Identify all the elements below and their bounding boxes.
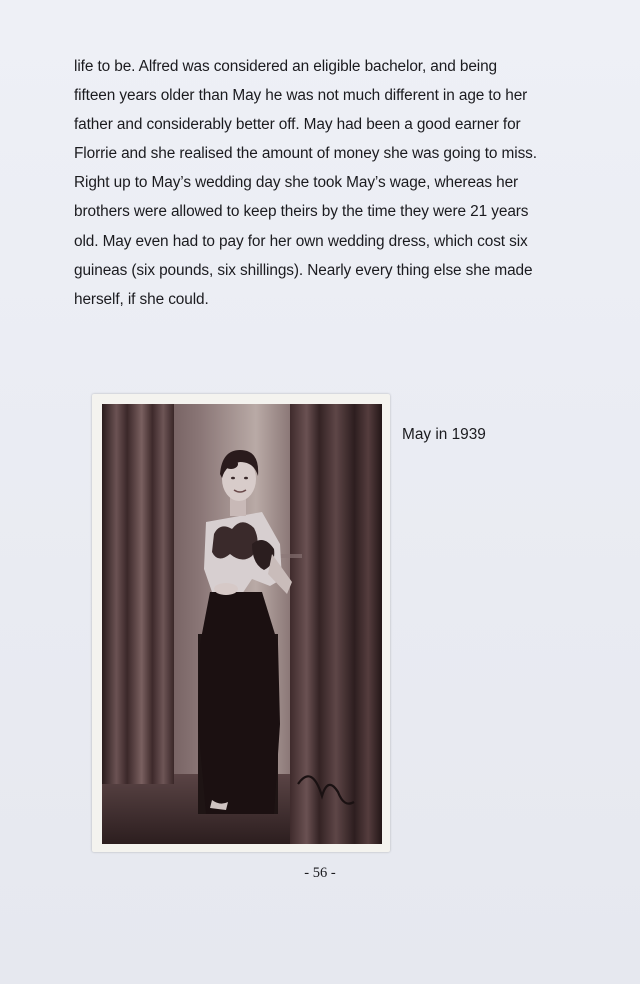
portrait-illustration [102, 404, 382, 844]
figure-caption: May in 1939 [402, 426, 486, 443]
photo-frame [92, 394, 390, 852]
body-line: herself, if she could. [74, 290, 209, 308]
body-line: Florrie and she realised the amount of money she was going to miss. [74, 145, 537, 163]
body-line: fifteen years older than May he was not much different in age to her [74, 87, 528, 105]
body-line: old. May even had to pay for her own wedding dress, which cost six [74, 232, 528, 250]
body-line: Right up to May’s wedding day she took May’s wage, whereas her [74, 174, 519, 192]
body-line: life to be. Alfred was considered an eligible bachelor, and being [74, 58, 498, 75]
page-number: - 56 - [304, 865, 336, 881]
body-line: brothers were allowed to keep theirs by the time they were 21 years [74, 203, 529, 221]
body-line: guineas (six pounds, six shillings). Nearly every thing else she made [74, 261, 533, 279]
body-paragraph [74, 52, 634, 314]
body-line: father and considerably better off. May had been a good earner for [74, 116, 521, 134]
portrait-photo [102, 404, 382, 844]
